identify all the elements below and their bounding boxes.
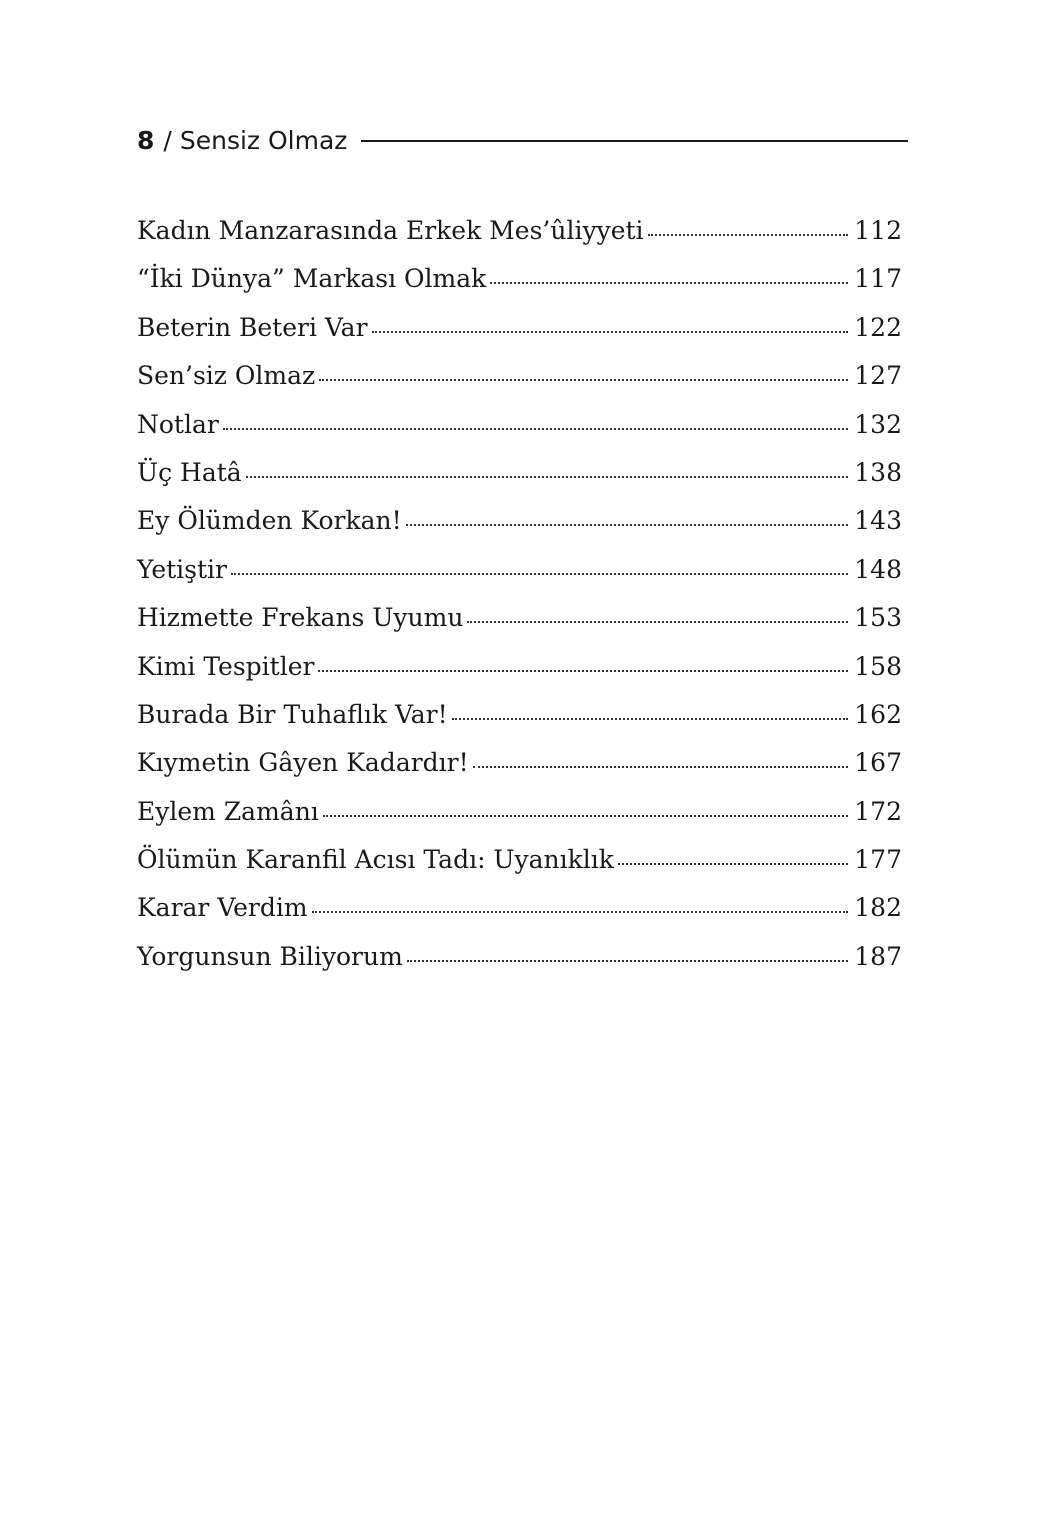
dot-leader: [231, 573, 848, 575]
toc-entry-page: 112: [854, 216, 902, 245]
dot-leader: [452, 718, 849, 720]
toc-entry[interactable]: [137, 352, 902, 400]
dot-leader: [406, 524, 849, 526]
toc-entry-title: Beterin Beteri Var: [137, 312, 368, 342]
toc-entry-page: 138: [854, 457, 902, 487]
toc-entry-title: Ey Ölümden Korkan!: [137, 506, 402, 536]
dot-leader: [648, 234, 849, 236]
toc-entry-title: Kıymetin Gâyen Kadardır!: [137, 748, 469, 778]
dot-leader: [246, 476, 849, 478]
toc-entry-page: 158: [854, 651, 902, 681]
toc-entry[interactable]: [137, 933, 902, 981]
toc-entry-title: Ölümün Karanfil Acısı Tadı: Uyanıklık: [137, 845, 614, 875]
running-head: [137, 120, 908, 160]
toc-entry[interactable]: [137, 546, 902, 594]
dot-leader: [318, 670, 848, 672]
toc-entry-page: 182: [854, 893, 902, 923]
toc-entry-title: Yetiştir: [137, 554, 227, 584]
toc-entry-title: Üç Hatâ: [137, 457, 242, 487]
toc-entry-title: “İki Dünya” Markası Olmak: [137, 264, 487, 294]
toc-entry[interactable]: [137, 304, 902, 352]
toc-entry-page: 153: [854, 603, 902, 633]
header-rule: [361, 140, 908, 142]
toc-entry-page: 132: [854, 409, 902, 439]
toc-entry[interactable]: [137, 207, 902, 255]
toc-entry-page: 187: [854, 941, 902, 971]
toc-entry[interactable]: [137, 788, 902, 836]
table-of-contents: [137, 207, 902, 981]
toc-entry-page: 122: [854, 312, 902, 342]
dot-leader: [312, 911, 849, 913]
toc-entry[interactable]: [137, 884, 902, 932]
toc-entry-page: 177: [854, 845, 902, 875]
toc-entry-title: Notlar: [137, 409, 219, 439]
toc-entry-title: Hizmette Frekans Uyumu: [137, 603, 464, 633]
toc-entry-page: 167: [854, 748, 902, 778]
toc-entry[interactable]: [137, 739, 902, 787]
toc-entry[interactable]: [137, 836, 902, 884]
header-separator: /: [163, 125, 172, 155]
toc-entry[interactable]: [137, 691, 902, 739]
dot-leader: [407, 960, 848, 962]
toc-entry-page: 127: [854, 361, 902, 391]
book-title: Sensiz Olmaz: [179, 125, 348, 155]
dot-leader: [618, 863, 848, 865]
toc-entry-page: 148: [854, 554, 902, 584]
toc-entry[interactable]: [137, 401, 902, 449]
toc-entry-title: Yorgunsun Biliyorum: [137, 941, 403, 971]
dot-leader: [223, 428, 848, 430]
toc-entry-page: 162: [854, 699, 902, 729]
dot-leader: [372, 331, 849, 333]
dot-leader: [323, 815, 848, 817]
toc-entry[interactable]: [137, 643, 902, 691]
dot-leader: [319, 379, 848, 381]
toc-entry-title: Karar Verdim: [137, 893, 308, 923]
page-number: 8: [137, 125, 155, 155]
toc-entry-title: Sen’siz Olmaz: [137, 361, 316, 391]
dot-leader: [467, 621, 848, 623]
dot-leader: [473, 766, 849, 768]
toc-entry-page: 143: [854, 506, 902, 536]
toc-entry[interactable]: [137, 255, 902, 303]
toc-entry-title: Kadın Manzarasında Erkek Mes’ûliyyeti: [137, 216, 644, 245]
toc-entry-page: 117: [854, 264, 902, 294]
dot-leader: [490, 282, 848, 284]
toc-entry-page: 172: [854, 796, 902, 826]
toc-entry[interactable]: [137, 594, 902, 642]
toc-entry-title: Kimi Tespitler: [137, 651, 315, 681]
toc-entry-title: Eylem Zamânı: [137, 796, 319, 826]
toc-entry-title: Burada Bir Tuhaflık Var!: [137, 699, 448, 729]
toc-entry[interactable]: [137, 449, 902, 497]
toc-entry[interactable]: [137, 497, 902, 545]
